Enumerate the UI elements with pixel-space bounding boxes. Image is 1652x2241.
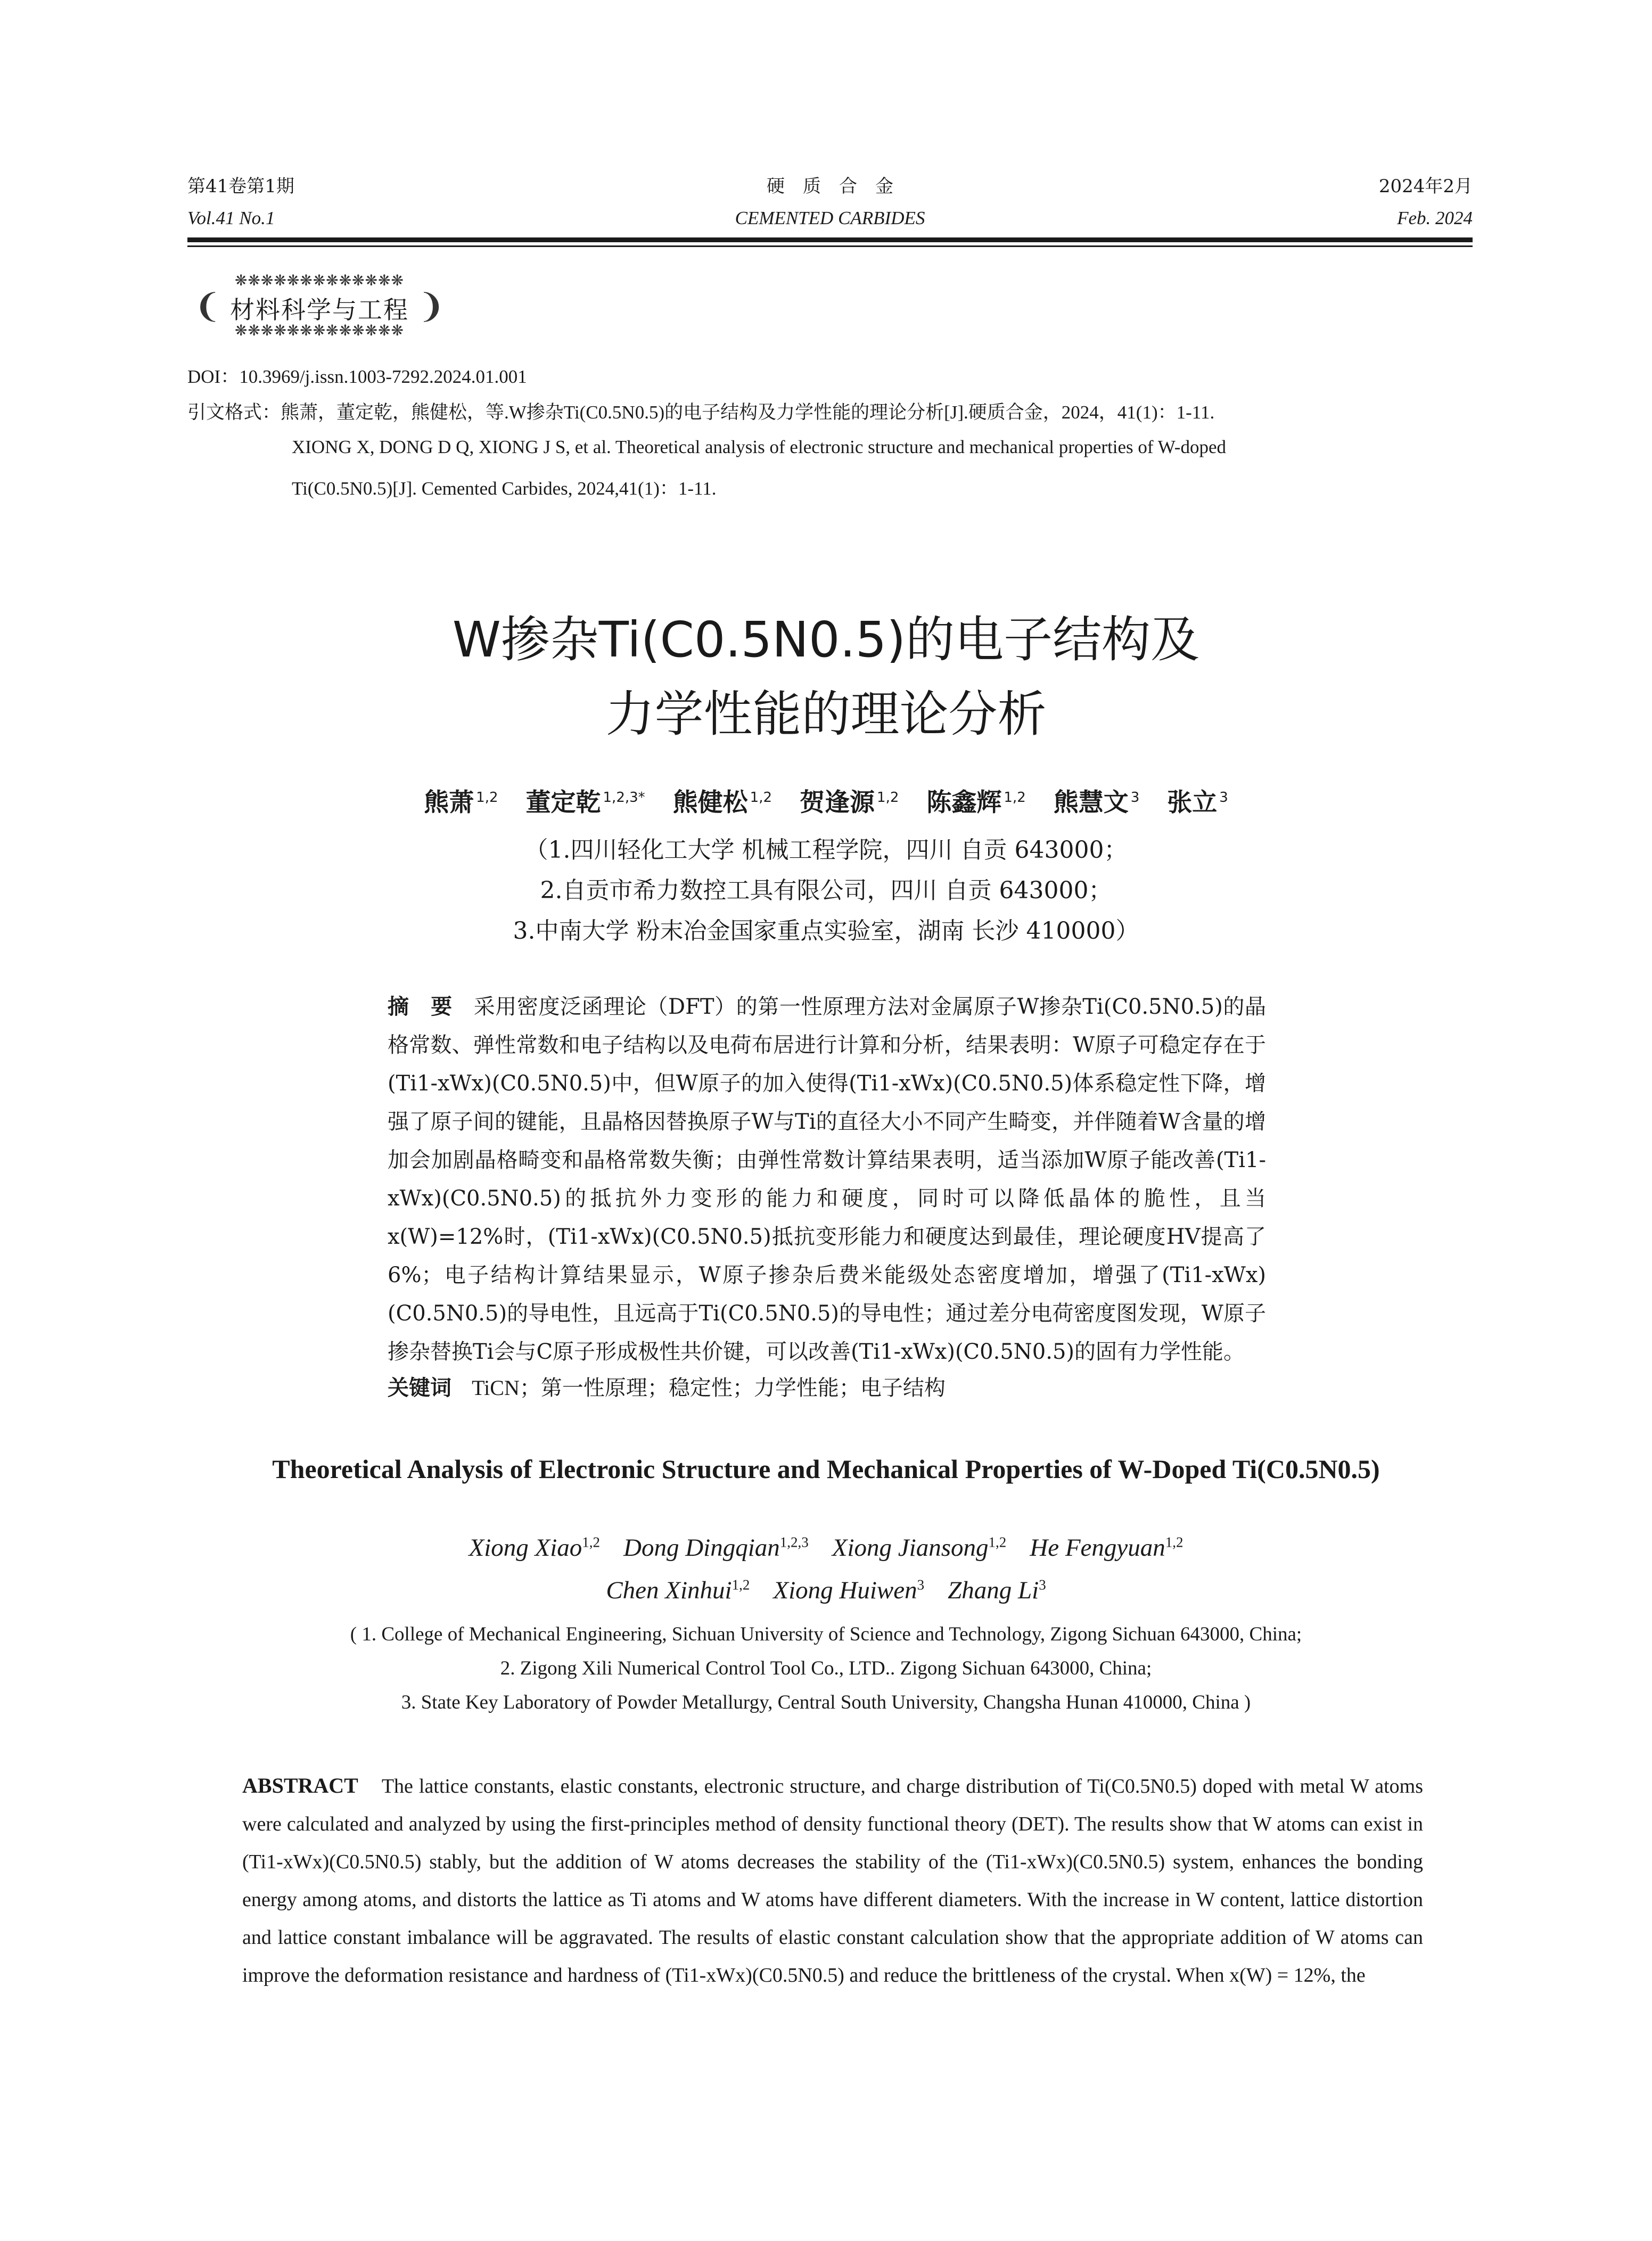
- author-name: 贺逢源: [800, 788, 875, 817]
- citation-label: 引文格式：: [187, 402, 281, 423]
- author-affiliation-marker: 3: [1219, 790, 1228, 806]
- paper-title-line2: 力学性能的理论分析: [605, 686, 1047, 743]
- date-cn: 2024年2月: [1378, 176, 1473, 197]
- section-tag: [192, 270, 447, 341]
- volume-issue-en: Vol.41 No.1: [187, 208, 275, 228]
- author-affiliation-marker: 3: [1130, 790, 1140, 806]
- header-rule-thick: [187, 237, 1473, 242]
- journal-name-cn: 硬 质 合 金: [767, 176, 893, 197]
- author-name: Xiong Huiwen: [773, 1577, 917, 1604]
- paper-title-line1: W掺杂Ti(C0.5N0.5)的电子结构及: [452, 611, 1200, 668]
- keywords-cn: [388, 1371, 946, 1401]
- ornament-border-icon: ❋❋❋❋❋❋❋❋❋❋❋❋❋: [235, 272, 404, 289]
- author: [800, 788, 899, 817]
- affiliation-cn-3: 3.中南大学 粉末冶金国家重点实验室，湖南 长沙 410000）: [513, 917, 1139, 945]
- author-name: Dong Dingqian: [623, 1534, 780, 1562]
- author-name: Chen Xinhui: [606, 1577, 732, 1604]
- author: [1054, 788, 1140, 817]
- author-name: 陈鑫辉: [926, 788, 1002, 817]
- date-en: Feb. 2024: [1397, 208, 1473, 228]
- author: [1167, 788, 1228, 817]
- abstract-en: [242, 1767, 1423, 1994]
- affiliation-en-1: ( 1. College of Mechanical Engineering, Sichuan University of Science and Technology, Zigong Sichuan 643000, China;: [350, 1623, 1302, 1645]
- ornament-border-icon: ❋❋❋❋❋❋❋❋❋❋❋❋❋: [235, 322, 404, 339]
- author: [623, 1534, 809, 1562]
- author: [469, 1534, 600, 1562]
- author-affiliation-marker: 1,2: [476, 790, 498, 806]
- abstract-cn: [388, 988, 1266, 1371]
- citation-cn-text: 熊萧，董定乾，熊健松，等.W掺杂Ti(C0.5N0.5)的电子结构及力学性能的理论分析[J].硬质合金，2024，41(1)：1-11.: [281, 402, 1215, 423]
- journal-name-en: CEMENTED CARBIDES: [735, 208, 925, 228]
- author-name: 张立: [1167, 788, 1218, 817]
- author-affiliation-marker: 1,2: [732, 1577, 750, 1593]
- author-name: 熊健松: [672, 788, 748, 817]
- left-bracket-icon: ❨: [194, 286, 221, 325]
- author: [606, 1577, 750, 1604]
- author-list-en-line1: [0, 1533, 1652, 1562]
- author: [773, 1577, 924, 1604]
- author-list-en-line2: [0, 1576, 1652, 1605]
- author-affiliation-marker: 1,2: [1165, 1534, 1183, 1550]
- affiliation-en-3: 3. State Key Laboratory of Powder Metallurgy, Central South University, Changsha Hunan 410000, China ): [401, 1692, 1251, 1713]
- abstract-en-label: ABSTRACT: [242, 1774, 358, 1797]
- paper-title-en: Theoretical Analysis of Electronic Structure and Mechanical Properties of W-Doped Ti(C0.5N0.5): [272, 1454, 1380, 1484]
- author-name: Zhang Li: [948, 1577, 1039, 1604]
- author: [832, 1534, 1006, 1562]
- abstract-en-text: The lattice constants, elastic constants, electronic structure, and charge distribution of Ti(C0.5N0.5) doped with metal W atoms were calculated and analyzed by using the first-principles method of density functional theory (DET). The results show that W atoms can exist in (Ti1-xWx)(C0.5N0.5) stably, but the addition of W atoms decreases the stability of the (Ti1-xWx)(C0.5N0.5) system, enhances the bonding energy among atoms, and distorts the lattice as Ti atoms and W atoms have different diameters. With the increase in W content, lattice distortion and lattice constant imbalance will be aggravated. The results of elastic constant calculation show that the appropriate addition of W atoms can improve the deformation resistance and hardness of (Ti1-xWx)(C0.5N0.5) and reduce the brittleness of the crystal. When x(W) = 12%, the: [242, 1775, 1423, 1986]
- author-name: He Fengyuan: [1030, 1534, 1165, 1562]
- author-affiliation-marker: 1,2: [877, 790, 899, 806]
- author-affiliation-marker: 3: [917, 1577, 925, 1593]
- affiliation-cn-2: 2.自贡市希力数控工具有限公司，四川 自贡 643000；: [540, 877, 1112, 904]
- header-rule-thin: [187, 245, 1473, 247]
- author: [526, 788, 645, 817]
- author-name: Xiong Xiao: [469, 1534, 582, 1562]
- author: [926, 788, 1025, 817]
- author: [424, 788, 498, 817]
- citation-en-line1: XIONG X, DONG D Q, XIONG J S, et al. Theoretical analysis of electronic structure and mechanical properties of W-doped: [292, 437, 1226, 457]
- affiliation-en-2: 2. Zigong Xili Numerical Control Tool Co., LTD.. Zigong Sichuan 643000, China;: [500, 1657, 1152, 1679]
- author-affiliation-marker: 1,2: [582, 1534, 601, 1550]
- section-tag-label: 材料科学与工程: [230, 295, 409, 324]
- doi: DOI：10.3969/j.issn.1003-7292.2024.01.001: [187, 366, 527, 387]
- author-affiliation-marker: 1,2,3: [779, 1534, 809, 1550]
- author-affiliation-marker: 3: [1039, 1577, 1046, 1593]
- author-affiliation-marker: 1,2: [750, 790, 772, 806]
- abstract-cn-text: 采用密度泛函理论（DFT）的第一性原理方法对金属原子W掺杂Ti(C0.5N0.5)的晶格常数、弹性常数和电子结构以及电荷布居进行计算和分析，结果表明：W原子可稳定存在于(Ti1-xWx)(C0.5N0.5)中，但W原子的加入使得(Ti1-xWx)(C0.5N0.5)体系稳定性下降，增强了原子间的键能，且晶格因替换原子W与Ti的直径大小不同产生畸变，并伴随着W含量的增加会加剧晶格畸变和晶格常数失衡；由弹性常数计算结果表明，适当添加W原子能改善(Ti1-xWx)(C0.5N0.5)的抵抗外力变形的能力和硬度，同时可以降低晶体的脆性，且当x(W)=12%时，(Ti1-xWx)(C0.5N0.5)抵抗变形能力和硬度达到最佳，理论硬度HV提高了6%；电子结构计算结果显示，W原子掺杂后费米能级处态密度增加，增强了(Ti1-xWx)(C0.5N0.5)的导电性，且远高于Ti(C0.5N0.5)的导电性；通过差分电荷密度图发现，W原子掺杂替换Ti会与C原子形成极性共价键，可以改善(Ti1-xWx)(C0.5N0.5)的固有力学性能。: [388, 995, 1266, 1364]
- author-affiliation-marker: 1,2: [1004, 790, 1026, 806]
- citation-en-line2: Ti(C0.5N0.5)[J]. Cemented Carbides, 2024,41(1)：1-11.: [292, 478, 717, 499]
- keywords-cn-text: TiCN；第一性原理；稳定性；力学性能；电子结构: [472, 1376, 946, 1400]
- right-bracket-icon: ❩: [417, 286, 445, 325]
- author-list-cn: [0, 783, 1652, 818]
- keywords-cn-label: 关键词: [388, 1376, 451, 1400]
- author-name: 熊慧文: [1053, 788, 1129, 817]
- author-affiliation-marker: 1,2,3*: [603, 790, 645, 806]
- author-affiliation-marker: 1,2: [988, 1534, 1007, 1550]
- volume-issue-cn: 第41卷第1期: [187, 176, 294, 197]
- author: [673, 788, 772, 817]
- abstract-cn-label: 摘 要: [388, 995, 453, 1019]
- citation-cn: [187, 398, 1214, 424]
- author: [1030, 1534, 1183, 1562]
- author-name: 董定乾: [525, 788, 601, 817]
- author: [948, 1577, 1046, 1604]
- author-name: Xiong Jiansong: [832, 1534, 989, 1562]
- affiliation-cn-1: （1.四川轻化工大学 机械工程学院，四川 自贡 643000；: [524, 836, 1128, 864]
- author-name: 熊萧: [424, 788, 474, 817]
